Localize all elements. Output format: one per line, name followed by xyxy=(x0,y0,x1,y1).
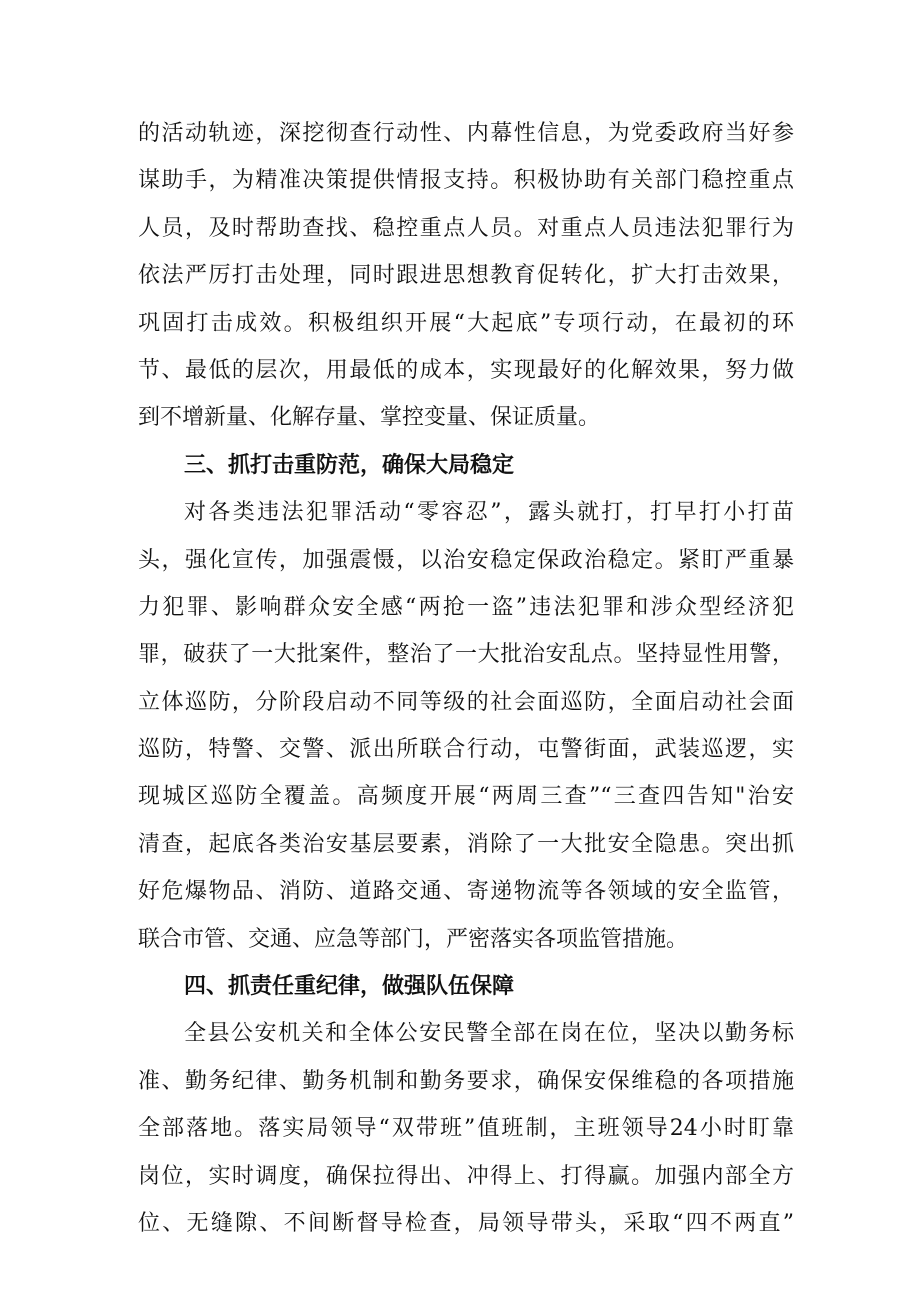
text-line: 依法严厉打击处理，同时跟进思想教育促转化，扩大打击效果， xyxy=(138,263,794,289)
text-line: 联合市管、交通、应急等部门，严密落实各项监管措施。 xyxy=(138,926,689,952)
text-line: 立体巡防，分阶段启动不同等级的社会面巡防，全面启动社会面 xyxy=(138,689,794,715)
text-line: 巡防，特警、交警、派出所联合行动，屯警街面，武装巡逻，实 xyxy=(138,737,794,763)
text-line: 准、勤务纪律、勤务机制和勤务要求，确保安保维稳的各项措施 xyxy=(138,1068,794,1094)
section-heading-4: 四、抓责任重纪律，做强队伍保障 xyxy=(184,974,515,1000)
text-line: 全部落地。落实局领导“双带班”值班制，主班领导24小时盯靠 xyxy=(138,1116,794,1142)
text-line: 清查，起底各类治安基层要素，消除了一大批安全隐患。突出抓 xyxy=(138,831,794,857)
text-line: 位、无缝隙、不间断督导检查，局领导带头，采取“四不两直” xyxy=(138,1210,794,1236)
text-line: 现城区巡防全覆盖。高频度开展“两周三查”“三查四告知"治安 xyxy=(138,784,794,810)
text-line: 好危爆物品、消防、道路交通、寄递物流等各领域的安全监管， xyxy=(138,879,794,905)
text-line: 的活动轨迹，深挖彻查行动性、内幕性信息，为党委政府当好参 xyxy=(138,121,794,146)
text-line: 全县公安机关和全体公安民警全部在岗在位，坚决以勤务标 xyxy=(184,1021,794,1047)
paragraph-intelligence xyxy=(138,110,794,442)
paragraph-crackdown xyxy=(138,489,794,963)
text-line: 到不增新量、化解存量、掌控变量、保证质量。 xyxy=(138,405,601,431)
text-line: 巩固打击成效。积极组织开展“大起底”专项行动，在最初的环 xyxy=(138,310,794,336)
text-line: 谋助手，为精准决策提供情报支持。积极协助有关部门稳控重点 xyxy=(138,168,794,194)
text-line: 力犯罪、影响群众安全感“两抢一盗”违法犯罪和涉众型经济犯 xyxy=(138,594,794,620)
document-body xyxy=(138,110,794,1247)
section-heading-3: 三、抓打击重防范，确保大局稳定 xyxy=(184,452,515,478)
text-line: 人员，及时帮助查找、稳控重点人员。对重点人员违法犯罪行为 xyxy=(138,215,794,241)
text-line: 头，强化宣传，加强震慑，以治安稳定保政治稳定。紧盯严重暴 xyxy=(138,547,794,573)
text-line: 罪，破获了一大批案件，整治了一大批治安乱点。坚持显性用警， xyxy=(138,642,794,668)
paragraph-discipline xyxy=(138,1010,794,1247)
text-line: 节、最低的层次，用最低的成本，实现最好的化解效果，努力做 xyxy=(138,357,794,383)
text-line: 岗位，实时调度，确保拉得出、冲得上、打得赢。加强内部全方 xyxy=(138,1163,794,1189)
text-line: 对各类违法犯罪活动“零容忍”，露头就打，打早打小打苗 xyxy=(184,500,794,526)
